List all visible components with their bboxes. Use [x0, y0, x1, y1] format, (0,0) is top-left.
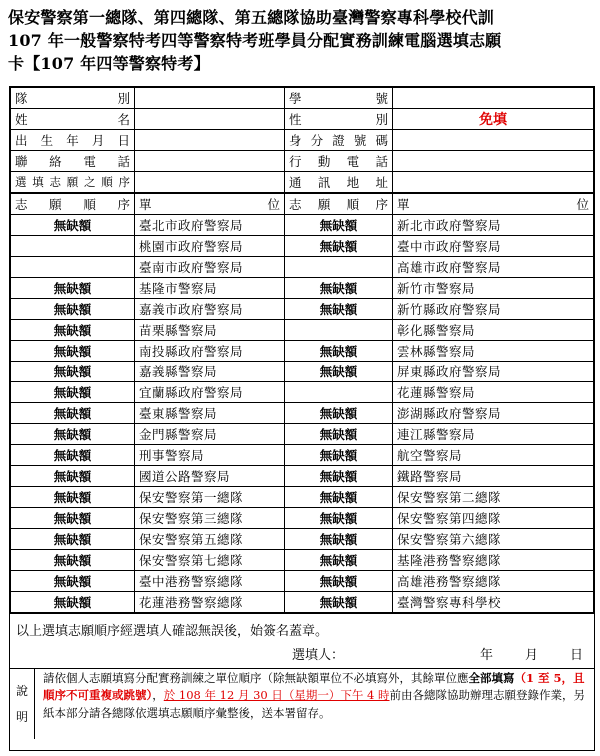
order-cell-right: 無缺額 — [285, 424, 393, 445]
choice-row — [11, 361, 594, 382]
unit-cell-left: 臺中港務警察總隊 — [135, 570, 285, 591]
choice-order-field[interactable] — [135, 172, 285, 193]
order-cell-right: 無缺額 — [285, 591, 393, 612]
notes-p1: 請依個人志願填寫分配實務訓練之單位順序（除無缺額單位不必填寫外，其餘單位應 — [43, 670, 469, 685]
unit-header-left: 單位 — [135, 194, 285, 215]
unit-cell-left: 金門縣警察局 — [135, 424, 285, 445]
order-cell-right: 無缺額 — [285, 570, 393, 591]
unit-cell-left: 保安警察第一總隊 — [135, 487, 285, 508]
choice-row — [11, 382, 594, 403]
gender-exempt-note: 免填 — [393, 109, 594, 130]
order-cell-left: 無缺額 — [11, 319, 135, 340]
unit-cell-right: 雲林縣警察局 — [393, 340, 594, 361]
notes-text — [35, 669, 594, 739]
choice-grid — [10, 193, 594, 613]
order-cell-left: 無缺額 — [11, 570, 135, 591]
order-cell-left[interactable] — [11, 256, 135, 277]
unit-cell-right: 保安警察第六總隊 — [393, 529, 594, 550]
address-field[interactable] — [393, 172, 594, 193]
unit-cell-left: 保安警察第五總隊 — [135, 529, 285, 550]
unit-cell-left: 保安警察第三總隊 — [135, 508, 285, 529]
order-cell-left: 無缺額 — [11, 529, 135, 550]
choice-row — [11, 214, 594, 235]
unit-cell-right: 新北市政府警察局 — [393, 214, 594, 235]
choice-row — [11, 319, 594, 340]
unit-cell-right: 新竹市警察局 — [393, 277, 594, 298]
unit-cell-right: 高雄港務警察總隊 — [393, 570, 594, 591]
unit-cell-left: 臺東縣警察局 — [135, 403, 285, 424]
name-field[interactable] — [135, 109, 285, 130]
mobile-label: 行動電話 — [285, 151, 393, 172]
unit-cell-right: 基隆港務警察總隊 — [393, 549, 594, 570]
order-cell-left: 無缺額 — [11, 424, 135, 445]
unit-cell-left: 保安警察第七總隊 — [135, 549, 285, 570]
unit-cell-right: 花蓮縣警察局 — [393, 382, 594, 403]
phone-label: 聯絡電話 — [11, 151, 135, 172]
order-cell-left: 無缺額 — [11, 508, 135, 529]
order-cell-right: 無缺額 — [285, 235, 393, 256]
unit-cell-left: 苗栗縣警察局 — [135, 319, 285, 340]
confirmation-section — [10, 613, 594, 668]
order-cell-right[interactable] — [285, 319, 393, 340]
order-cell-left: 無缺額 — [11, 466, 135, 487]
unit-cell-left: 臺北市政府警察局 — [135, 214, 285, 235]
order-cell-left: 無缺額 — [11, 549, 135, 570]
confirmation-statement: 以上選填志願順序經選填人確認無誤後，始簽名蓋章。 — [16, 623, 329, 639]
choice-row — [11, 570, 594, 591]
id-number-field[interactable] — [393, 130, 594, 151]
order-cell-left: 無缺額 — [11, 277, 135, 298]
unit-cell-right: 澎湖縣政府警察局 — [393, 403, 594, 424]
order-cell-right: 無缺額 — [285, 466, 393, 487]
unit-cell-left: 嘉義縣警察局 — [135, 361, 285, 382]
unit-cell-left: 臺南市政府警察局 — [135, 256, 285, 277]
unit-cell-right: 臺中市政府警察局 — [393, 235, 594, 256]
grid-header-row — [11, 194, 594, 215]
gender-label: 性別 — [285, 109, 393, 130]
unit-cell-left: 刑事警察局 — [135, 445, 285, 466]
order-cell-right: 無缺額 — [285, 340, 393, 361]
order-cell-left: 無缺額 — [11, 340, 135, 361]
unit-cell-left: 花蓮港務警察總隊 — [135, 591, 285, 612]
form-title — [8, 6, 596, 75]
choice-row — [11, 487, 594, 508]
mobile-field[interactable] — [393, 151, 594, 172]
notes-p1-red: （1 至 5，且順序不可重複或跳號） — [43, 670, 585, 703]
unit-header-right: 單位 — [393, 194, 594, 215]
order-cell-right: 無缺額 — [285, 277, 393, 298]
unit-cell-left: 桃園市政府警察局 — [135, 235, 285, 256]
order-cell-left: 無缺額 — [11, 487, 135, 508]
order-cell-left: 無缺額 — [11, 591, 135, 612]
id-number-label: 身分證號碼 — [285, 130, 393, 151]
notes-section — [10, 668, 594, 739]
choice-row — [11, 340, 594, 361]
title-line-3: 卡【107 年四等警察特考】 — [8, 54, 210, 73]
choice-order-label: 選填志願之順序 — [11, 172, 135, 193]
team-label: 隊別 — [11, 88, 135, 109]
choice-row — [11, 298, 594, 319]
notes-p1-bold: 全部填寫 — [468, 670, 515, 685]
choice-row — [11, 529, 594, 550]
order-cell-left: 無缺額 — [11, 361, 135, 382]
unit-cell-right: 鐵路警察局 — [393, 466, 594, 487]
order-cell-left: 無缺額 — [11, 214, 135, 235]
title-line-1: 保安警察第一總隊、第四總隊、第五總隊協助臺灣警察專科學校代訓 — [8, 8, 495, 27]
order-cell-left: 無缺額 — [11, 445, 135, 466]
phone-field[interactable] — [135, 151, 285, 172]
unit-cell-left: 基隆市警察局 — [135, 277, 285, 298]
unit-cell-right: 連江縣警察局 — [393, 424, 594, 445]
birth-date-field[interactable] — [135, 130, 285, 151]
unit-cell-left: 國道公路警察局 — [135, 466, 285, 487]
choice-row — [11, 277, 594, 298]
order-cell-left: 無缺額 — [11, 298, 135, 319]
order-cell-right[interactable] — [285, 382, 393, 403]
unit-cell-right: 臺灣警察專科學校 — [393, 591, 594, 612]
choice-row — [11, 445, 594, 466]
choice-row — [11, 256, 594, 277]
choice-row — [11, 508, 594, 529]
unit-cell-right: 航空警察局 — [393, 445, 594, 466]
unit-cell-right: 保安警察第四總隊 — [393, 508, 594, 529]
personal-info-table — [10, 87, 594, 193]
name-label: 姓名 — [11, 109, 135, 130]
order-cell-right: 無缺額 — [285, 361, 393, 382]
order-cell-right: 無缺額 — [285, 445, 393, 466]
order-cell-right: 無缺額 — [285, 549, 393, 570]
choice-row — [11, 424, 594, 445]
student-id-label: 學號 — [285, 88, 393, 109]
order-cell-right: 無缺額 — [285, 529, 393, 550]
unit-cell-right: 高雄市政府警察局 — [393, 256, 594, 277]
title-line-2: 107 年一般警察特考四等警察特考班學員分配實務訓練電腦選填志願 — [8, 31, 502, 50]
unit-cell-right: 新竹縣政府警察局 — [393, 298, 594, 319]
order-header-left: 志願順序 — [11, 194, 135, 215]
order-cell-right: 無缺額 — [285, 214, 393, 235]
order-cell-left: 無缺額 — [11, 382, 135, 403]
order-cell-right: 無缺額 — [285, 298, 393, 319]
address-label: 通訊地址 — [285, 172, 393, 193]
choice-row — [11, 549, 594, 570]
order-cell-left[interactable] — [11, 235, 135, 256]
birth-date-label: 出生年月日 — [11, 130, 135, 151]
unit-cell-right: 屏東縣政府警察局 — [393, 361, 594, 382]
unit-cell-right: 保安警察第二總隊 — [393, 487, 594, 508]
order-cell-left: 無缺額 — [11, 403, 135, 424]
unit-cell-left: 宜蘭縣政府警察局 — [135, 382, 285, 403]
notes-deadline: 於 108 年 12 月 30 日（星期一）下午 4 時 — [163, 688, 390, 703]
unit-cell-right: 彰化縣警察局 — [393, 319, 594, 340]
notes-p2: 前由各總隊協助辦理志願登錄作業，另紙本部分請各總隊依選填志願順序彙整後，送本署留存。 — [43, 688, 586, 720]
choice-row — [11, 403, 594, 424]
choice-grid-body — [11, 214, 594, 612]
order-header-right: 志願順序 — [285, 194, 393, 215]
choice-row — [11, 235, 594, 256]
signature-date: 年 月 日 — [480, 647, 586, 663]
notes-label-char-1: 說 — [15, 683, 28, 698]
notes-label — [10, 669, 35, 739]
unit-cell-left: 南投縣政府警察局 — [135, 340, 285, 361]
signer-label: 選填人： — [292, 647, 345, 663]
team-field[interactable] — [135, 88, 285, 109]
choice-form — [9, 86, 595, 751]
student-id-field[interactable] — [393, 88, 594, 109]
choice-row — [11, 591, 594, 612]
order-cell-right[interactable] — [285, 256, 393, 277]
notes-p1-after: ， — [152, 688, 164, 703]
order-cell-right: 無缺額 — [285, 508, 393, 529]
order-cell-right: 無缺額 — [285, 403, 393, 424]
choice-row — [11, 466, 594, 487]
notes-label-char-2: 明 — [15, 709, 28, 724]
unit-cell-left: 嘉義市政府警察局 — [135, 298, 285, 319]
order-cell-right: 無缺額 — [285, 487, 393, 508]
